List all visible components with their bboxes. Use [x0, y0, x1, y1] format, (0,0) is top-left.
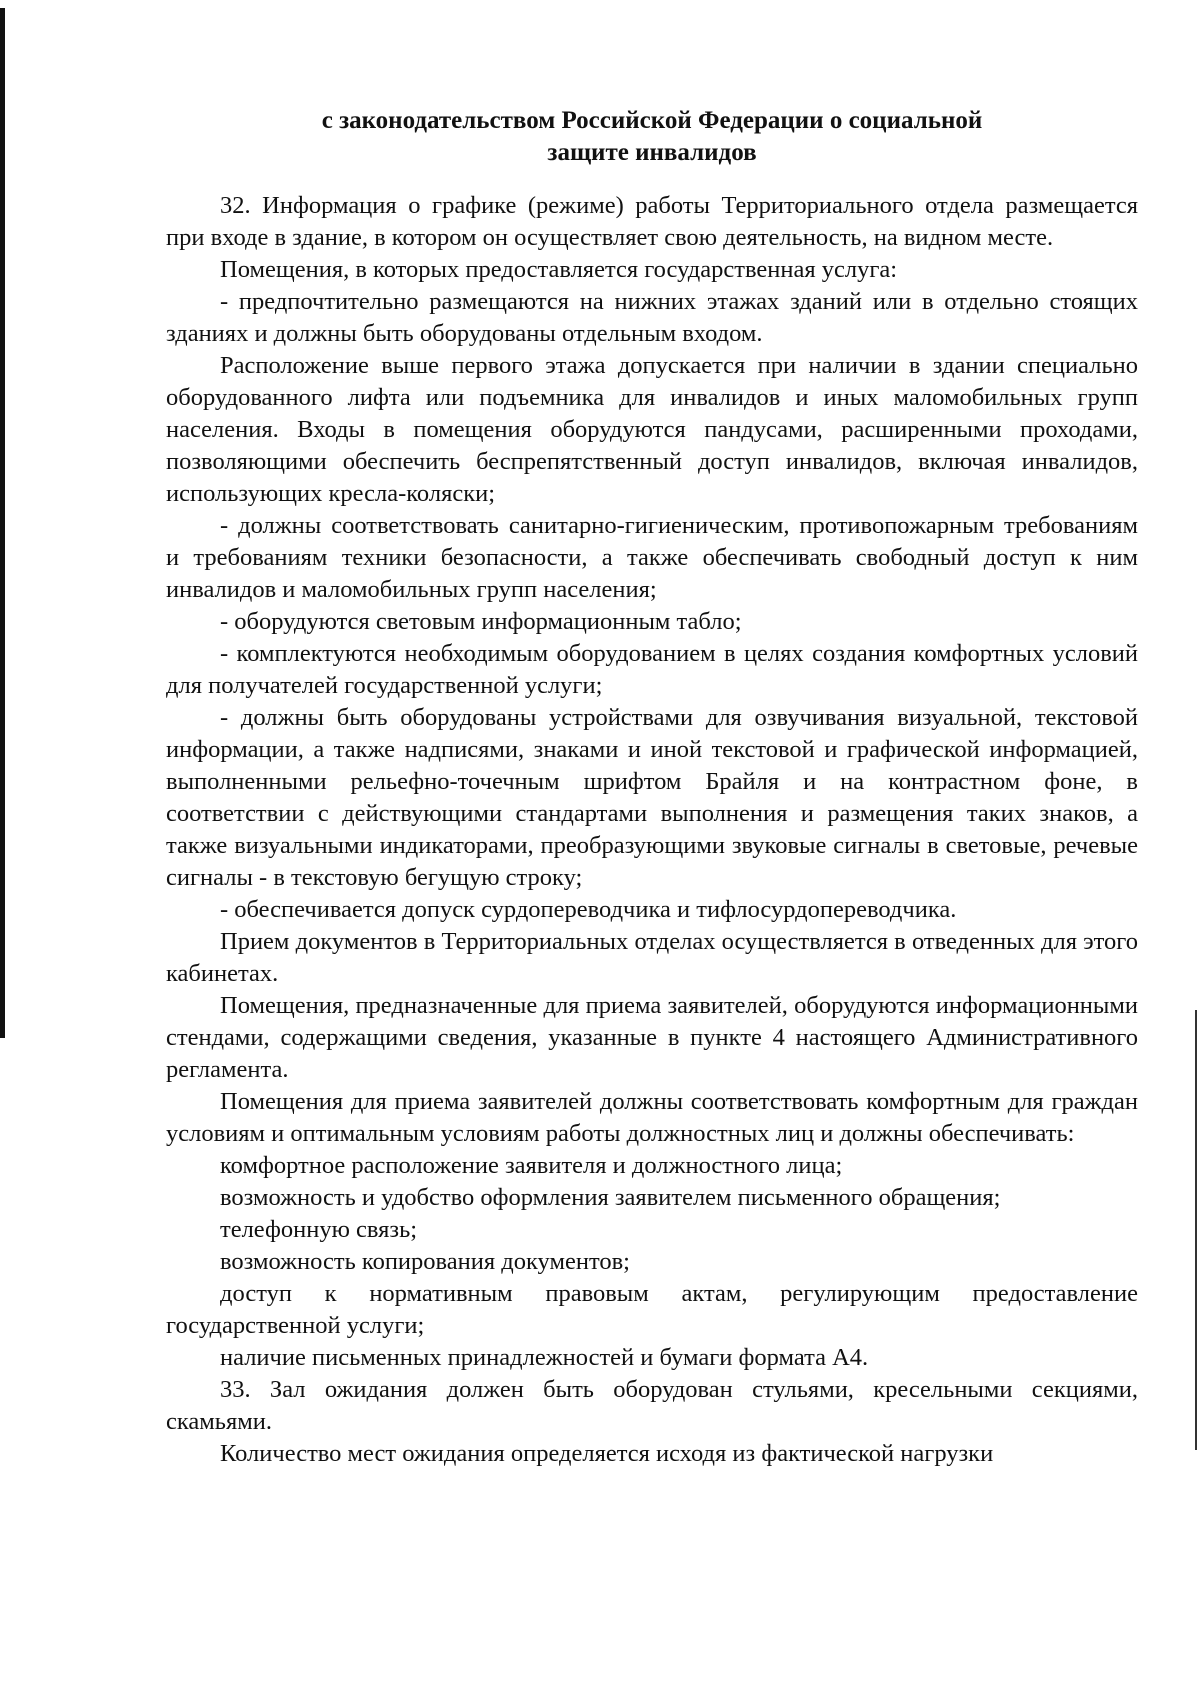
paragraph-sanitary-requirements: - должны соответствовать санитарно-гигиеническим, противопожарным требованиям и требованиям техники безопасности, а также обеспечивать свободный доступ к ним инвалидов и маломобильных групп населения;: [166, 512, 1138, 603]
paragraph-writing-convenience: возможность и удобство оформления заявителем письменного обращения;: [220, 1184, 1001, 1211]
paragraph-telephone: телефонную связь;: [220, 1216, 418, 1243]
paragraph-legal-acts-access: доступ к нормативным правовым актам, регулирующим предоставление государственной услуги;: [166, 1280, 1138, 1339]
paragraph-waiting-seats: Количество мест ожидания определяется исходя из фактической нагрузки: [220, 1440, 994, 1467]
scan-edge-right: [1195, 1010, 1197, 1450]
paragraph-info-stands: Помещения, предназначенные для приема заявителей, оборудуются информационными стендами, содержащими сведения, указанные в пункте 4 настоящего Административного регламента.: [166, 992, 1138, 1083]
paragraph-document-reception: Прием документов в Территориальных отделах осуществляется в отведенных для этого кабинетах.: [166, 928, 1138, 987]
paragraph-32-info: 32. Информация о графике (режиме) работы Территориального отдела размещается при входе в здание, в котором он осуществляет свою деятельность, на видном месте.: [166, 192, 1138, 251]
paragraph-premises-intro: Помещения, в которых предоставляется государственная услуга:: [220, 256, 898, 283]
paragraph-voice-devices: - должны быть оборудованы устройствами для озвучивания визуальной, текстовой информации, а также надписями, знаками и иной текстовой и графической информацией, выполненными рельефно-точечным шрифтом Брайля и на контрастном фоне, в соответствии с действующими стандартами выполнения и размещения таких знаков, а также визуальными индикаторами, преобразующими звуковые сигналы в световые, речевые сигналы - в текстовую бегущую строку;: [166, 704, 1138, 891]
paragraph-equipment: - комплектуются необходимым оборудованием в целях создания комфортных условий для получателей государственной услуги;: [166, 640, 1138, 699]
paragraph-writing-supplies: наличие письменных принадлежностей и бумаги формата А4.: [220, 1344, 869, 1371]
paragraph-copying: возможность копирования документов;: [220, 1248, 630, 1275]
paragraph-interpreter: - обеспечивается допуск сурдопереводчика и тифлосурдопереводчика.: [220, 896, 957, 923]
scan-edge-left: [0, 8, 5, 1038]
paragraph-reception-rooms: Помещения для приема заявителей должны соответствовать комфортным для граждан условиям и оптимальным условиям работы должностных лиц и должны обеспечивать:: [166, 1088, 1138, 1147]
paragraph-light-board: - оборудуются световым информационным табло;: [220, 608, 742, 635]
section-heading: [166, 105, 1138, 169]
paragraph-lower-floors: - предпочтительно размещаются на нижних этажах зданий или в отдельно стоящих зданиях и должны быть оборудованы отдельным входом.: [166, 288, 1138, 347]
paragraph-33-waiting-hall: 33. Зал ожидания должен быть оборудован стульями, кресельными секциями, скамьями.: [166, 1376, 1138, 1435]
paragraph-above-first-floor: Расположение выше первого этажа допускается при наличии в здании специально оборудованного лифта или подъемника для инвалидов и иных маломобильных групп населения. Входы в помещения оборудуются пандусами, расширенными проходами, позволяющими обеспечить беспрепятственный доступ инвалидов, включая инвалидов, использующих кресла-коляски;: [166, 352, 1138, 507]
document-page: [166, 105, 1138, 1470]
paragraph-comfortable-placement: комфортное расположение заявителя и должностного лица;: [220, 1152, 843, 1179]
heading-line-2: защите инвалидов: [547, 139, 757, 166]
heading-line-1: с законодательством Российской Федерации о социальной: [321, 107, 983, 134]
